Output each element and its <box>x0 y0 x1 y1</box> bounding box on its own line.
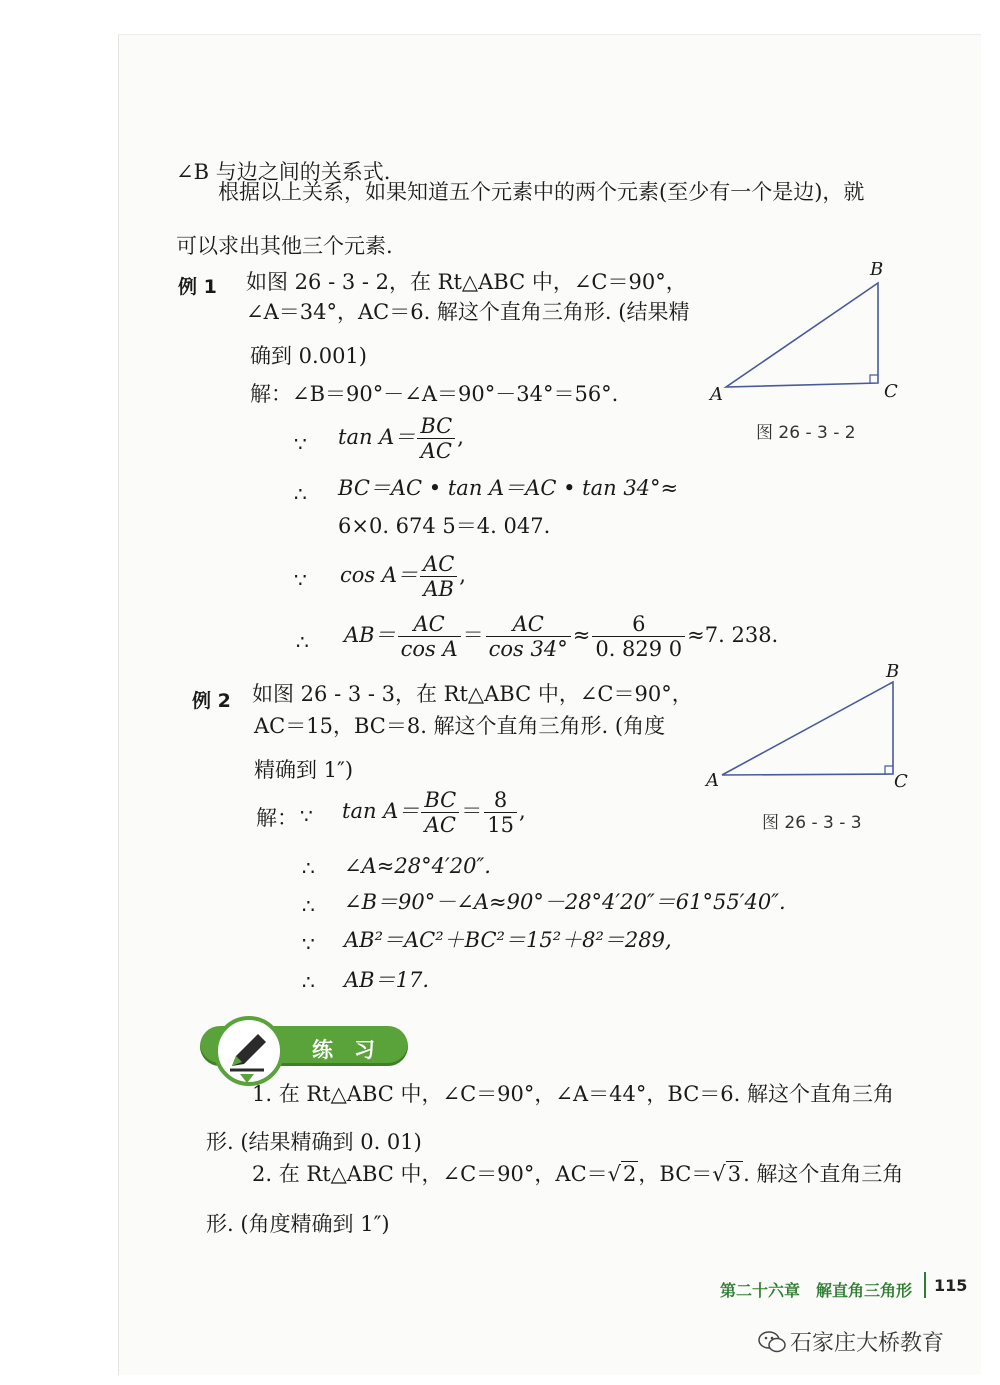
bc-equation: BC＝AC • tan A＝AC • tan 34°≈ <box>338 476 679 500</box>
angle-a-result: ∠A≈28°4′20″. <box>344 854 491 878</box>
tan-a-fraction: $\frac{BC}{AC}$ <box>417 414 455 463</box>
because-symbol: ∵ <box>300 804 313 828</box>
therefore-symbol: ∴ <box>302 894 315 918</box>
intro-line-3: 可以求出其他三个元素. <box>176 234 393 258</box>
tan-a-equation-2: tan A＝ $\frac{BC}{AC}$ ＝ $\frac{8}{15}$ , <box>342 788 526 837</box>
ab-equation: AB＝ $\frac{AC}{\text{cos A}}$ ＝ $\frac{AC}{\cos 34^\circ}$ ≈ $\frac{6}{0. 829 0}$ ≈7. 238. <box>344 612 779 661</box>
ab-fraction-2: $\frac{AC}{\cos 34^\circ}$ <box>486 612 571 661</box>
figure-caption-26-3-2: 图 26 - 3 - 2 <box>756 423 856 443</box>
example1-line-1: 如图 26 - 3 - 2，在 Rt△ABC 中，∠C＝90°， <box>246 270 687 294</box>
example2-label: 例 2 <box>192 690 231 712</box>
intro-line-1: ∠B 与边之间的关系式. <box>176 160 391 184</box>
figure-caption-26-3-3: 图 26 - 3 - 3 <box>762 813 862 833</box>
page-number: 115 <box>934 1276 968 1295</box>
example2-solution-prefix: 解： <box>256 806 298 830</box>
wechat-icon <box>758 1330 786 1358</box>
practice-q1-line-2: 形. (结果精确到 0. 01) <box>206 1130 422 1154</box>
practice-title: 练 习 <box>312 1038 375 1062</box>
vertex-c-label: C <box>894 771 908 792</box>
because-symbol: ∵ <box>294 568 307 592</box>
intro-line-2: 根据以上关系，如果知道五个元素中的两个元素(至少有一个是边)，就 <box>218 180 865 204</box>
vertex-b-label: B <box>886 661 900 682</box>
vertex-b-label: B <box>870 259 884 280</box>
footer-divider <box>924 1272 926 1298</box>
tan-value-fraction: $\frac{8}{15}$ <box>484 788 517 837</box>
ab-fraction-3: $\frac{6}{0. 829 0}$ <box>592 612 685 661</box>
practice-q1-line-1: 1. 在 Rt△ABC 中，∠C＝90°，∠A＝44°，BC＝6. 解这个直角三角 <box>252 1082 894 1106</box>
therefore-symbol: ∴ <box>294 482 307 506</box>
practice-q2-line-2: 形. (角度精确到 1″) <box>206 1212 390 1236</box>
triangle-figure-26-3-3 <box>710 670 910 790</box>
because-symbol: ∵ <box>302 932 315 956</box>
vertex-c-label: C <box>884 381 898 402</box>
ab-fraction-1: $\frac{AC}{\text{cos A}}$ <box>398 612 461 661</box>
ab-result: AB＝17. <box>344 968 429 992</box>
cos-a-fraction: $\frac{AC}{AB}$ <box>420 552 457 601</box>
pencil-icon <box>218 1020 280 1082</box>
therefore-symbol: ∴ <box>302 856 315 880</box>
tan-a-equation: tan A＝ $\frac{BC}{AC}$ , <box>338 414 464 463</box>
vertex-a-label: A <box>710 384 723 405</box>
example1-line-3: 确到 0.001) <box>250 344 367 368</box>
because-symbol: ∵ <box>294 432 307 456</box>
example2-line-1: 如图 26 - 3 - 3，在 Rt△ABC 中，∠C＝90°， <box>252 682 693 706</box>
pythagoras-equation: AB²＝AC²＋BC²＝15²＋8²＝289, <box>344 928 672 952</box>
example2-line-2: AC＝15，BC＝8. 解这个直角三角形. (角度 <box>254 714 666 738</box>
cos-a-equation: cos A＝ $\frac{AC}{AB}$ , <box>340 552 466 601</box>
example1-label: 例 1 <box>178 276 217 298</box>
therefore-symbol: ∴ <box>302 970 315 994</box>
example2-line-3: 精确到 1″) <box>254 758 354 782</box>
vertex-a-label: A <box>706 770 719 791</box>
practice-q2-line-1: 2. 在 Rt△ABC 中，∠C＝90°，AC＝√2，BC＝√3. 解这个直角三角 <box>252 1162 904 1186</box>
bc-value: 6×0. 674 5＝4. 047. <box>338 514 551 538</box>
example1-solution-1: 解：∠B＝90°－∠A＝90°－34°＝56°. <box>250 382 619 406</box>
angle-b-result: ∠B＝90°－∠A≈90°－28°4′20″＝61°55′40″. <box>344 890 786 914</box>
therefore-symbol: ∴ <box>296 630 309 654</box>
example1-line-2: ∠A＝34°，AC＝6. 解这个直角三角形. (结果精 <box>246 300 690 324</box>
tan-a-fraction-2: $\frac{BC}{AC}$ <box>421 788 459 837</box>
chapter-title: 第二十六章 解直角三角形 <box>720 1281 913 1300</box>
watermark-text: 石家庄大桥教育 <box>790 1331 945 1356</box>
